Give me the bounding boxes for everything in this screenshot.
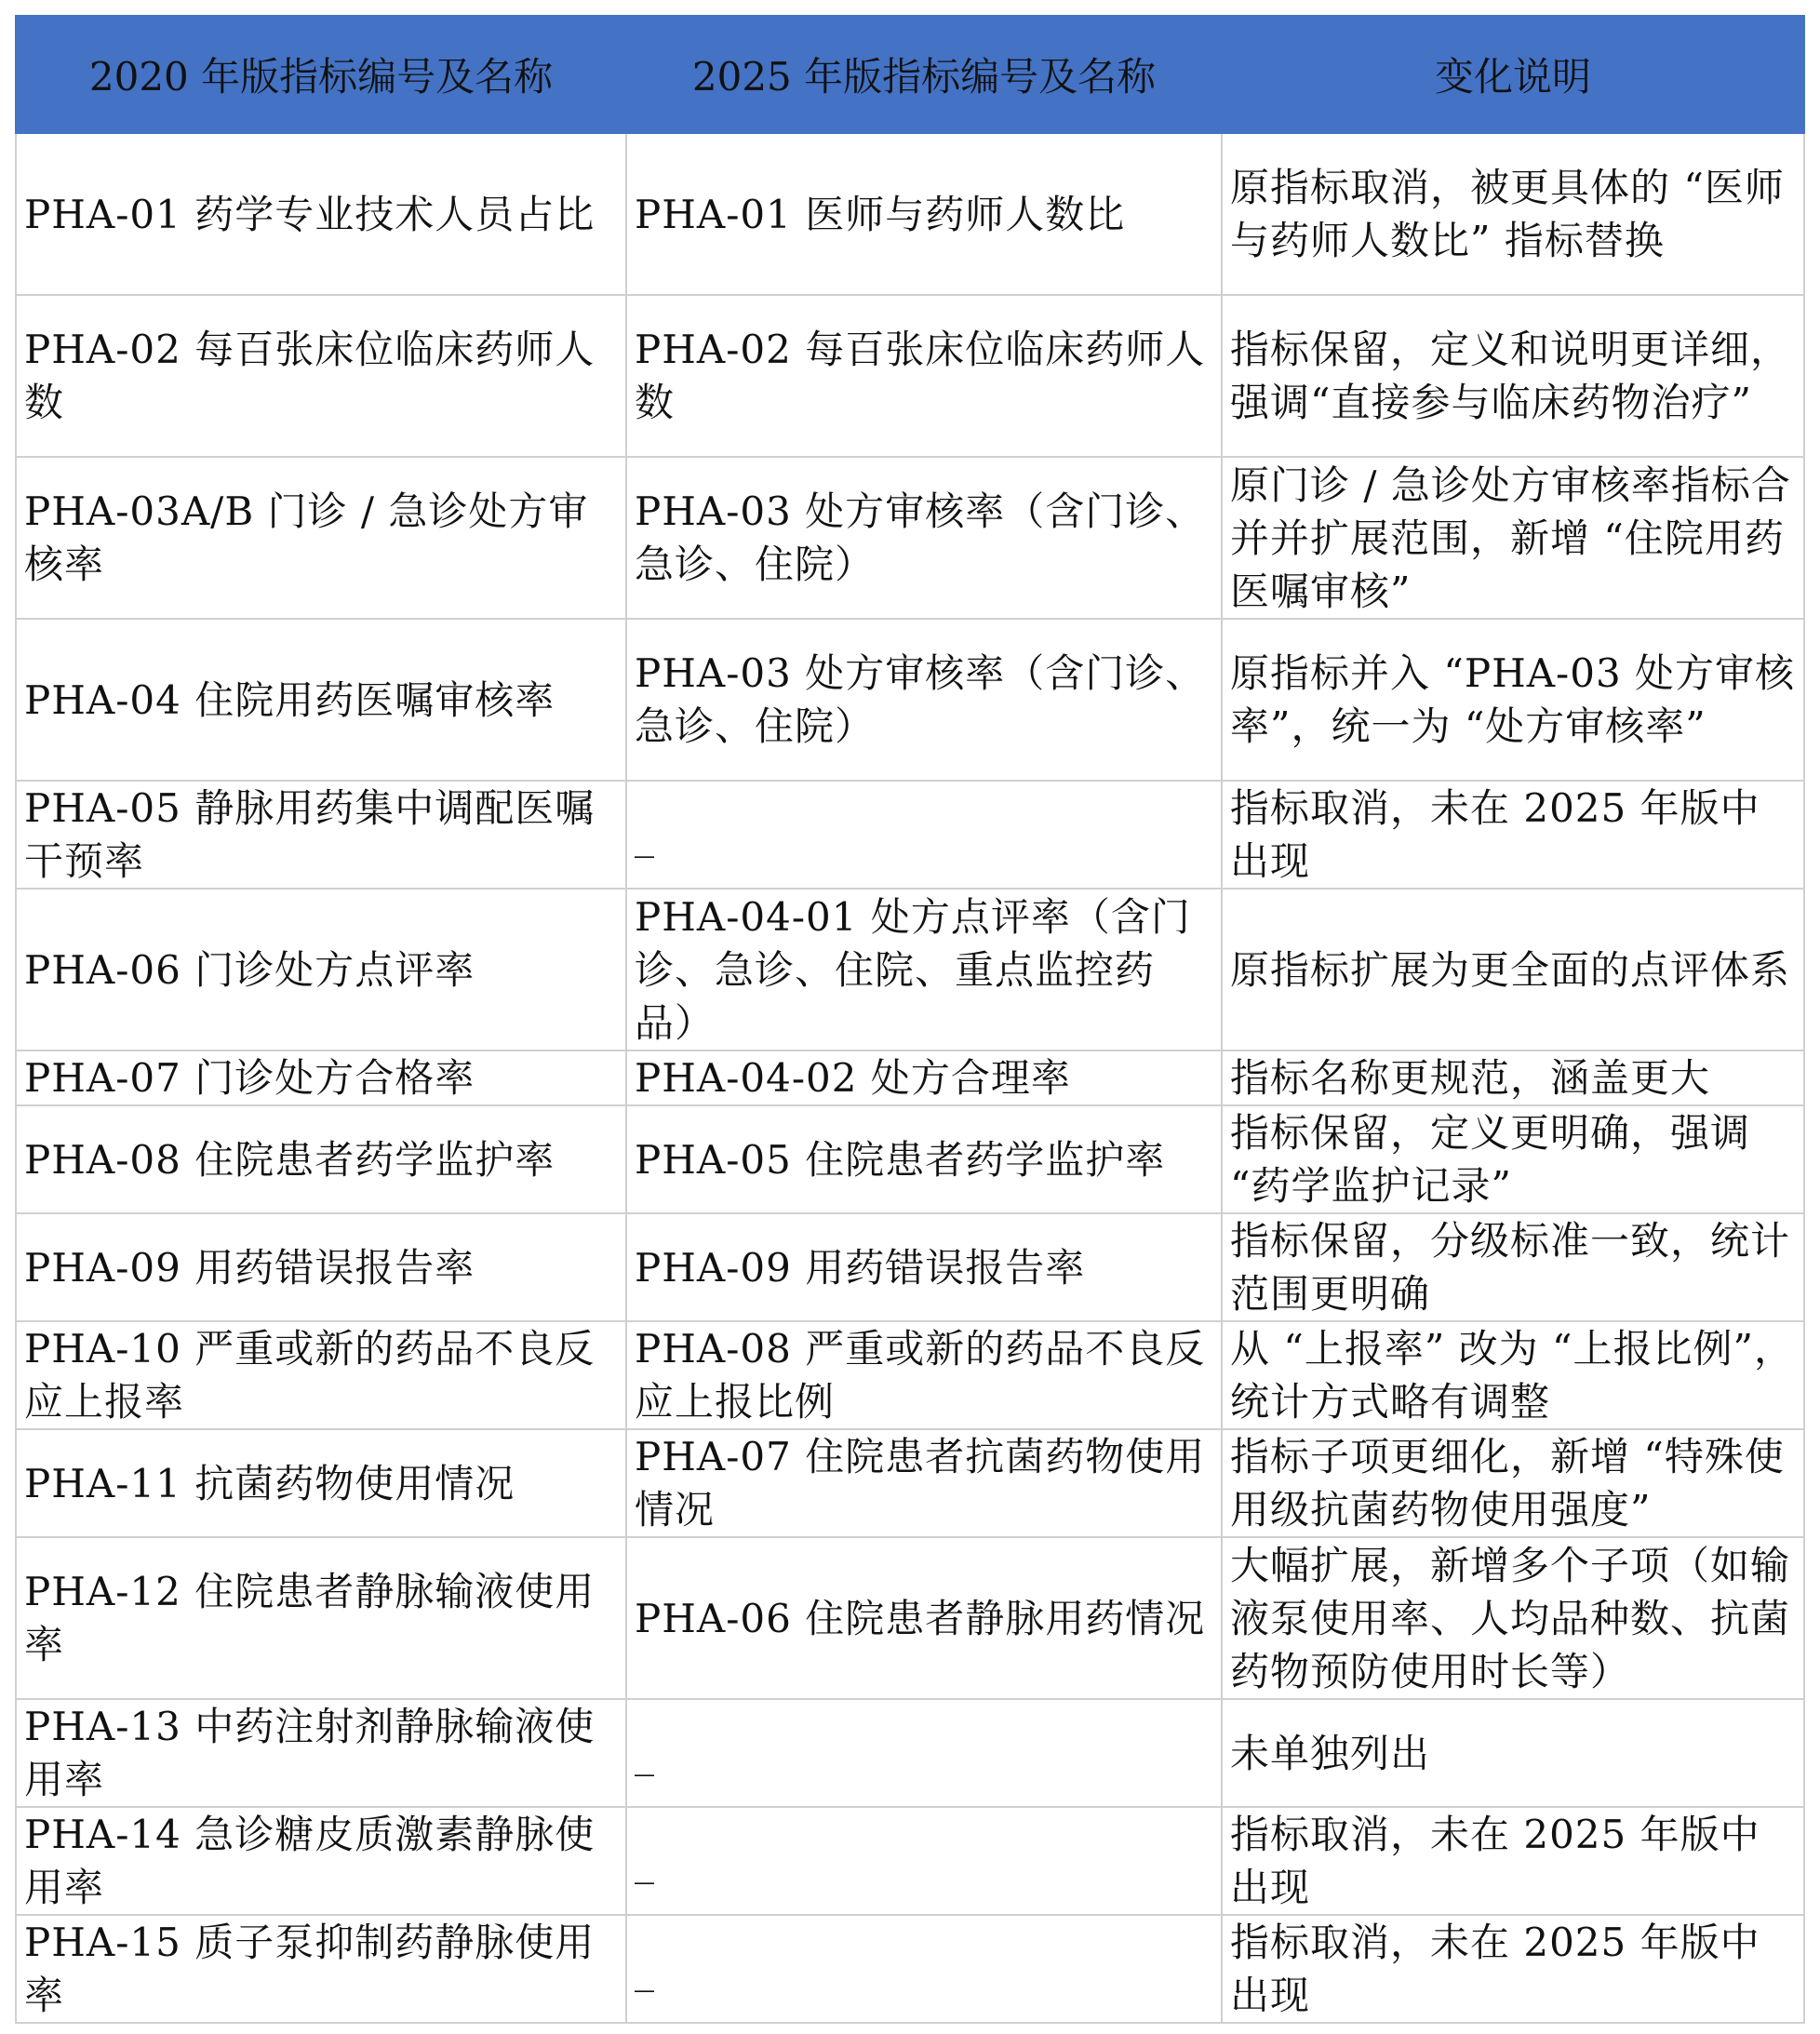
cell-2025-indicator: PHA-03 处方审核率（含门诊、急诊、住院） — [626, 457, 1222, 619]
cell-2025-indicator: _ — [626, 1915, 1222, 2023]
cell-2025-indicator: PHA-01 医师与药师人数比 — [626, 133, 1222, 295]
cell-change-description: 指标取消，未在 2025 年版中出现 — [1222, 781, 1804, 889]
cell-2025-indicator: _ — [626, 1807, 1222, 1915]
cell-change-description: 指标保留，定义更明确，强调 “药学监护记录” — [1222, 1105, 1804, 1213]
table-row — [16, 1699, 1804, 1807]
cell-2025-indicator: PHA-09 用药错误报告率 — [626, 1213, 1222, 1321]
cell-change-description: 原指标取消，被更具体的 “医师与药师人数比” 指标替换 — [1222, 133, 1804, 295]
cell-2020-indicator: PHA-11 抗菌药物使用情况 — [16, 1429, 626, 1537]
cell-change-description: 指标保留，分级标准一致，统计范围更明确 — [1222, 1213, 1804, 1321]
table-row — [16, 1050, 1804, 1105]
cell-change-description: 从 “上报率” 改为 “上报比例”，统计方式略有调整 — [1222, 1321, 1804, 1429]
cell-2020-indicator: PHA-14 急诊糖皮质激素静脉使用率 — [16, 1807, 626, 1915]
cell-2025-indicator: PHA-03 处方审核率（含门诊、急诊、住院） — [626, 619, 1222, 781]
cell-change-description: 原指标扩展为更全面的点评体系 — [1222, 889, 1804, 1050]
cell-change-description: 指标子项更细化，新增 “特殊使用级抗菌药物使用强度” — [1222, 1429, 1804, 1537]
header-2020-indicator: 2020 年版指标编号及名称 — [16, 16, 626, 133]
cell-change-description: 指标保留，定义和说明更详细， 强调“直接参与临床药物治疗” — [1222, 295, 1804, 457]
table-row — [16, 1429, 1804, 1537]
table-row — [16, 295, 1804, 457]
cell-2020-indicator: PHA-15 质子泵抑制药静脉使用率 — [16, 1915, 626, 2023]
cell-2020-indicator: PHA-06 门诊处方点评率 — [16, 889, 626, 1050]
cell-2025-indicator: PHA-02 每百张床位临床药师人数 — [626, 295, 1222, 457]
cell-2025-indicator: PHA-07 住院患者抗菌药物使用情况 — [626, 1429, 1222, 1537]
table-row — [16, 889, 1804, 1050]
cell-2020-indicator: PHA-13 中药注射剂静脉输液使用率 — [16, 1699, 626, 1807]
cell-2020-indicator: PHA-07 门诊处方合格率 — [16, 1050, 626, 1105]
table-row — [16, 781, 1804, 889]
table-row — [16, 1321, 1804, 1429]
cell-2025-indicator: _ — [626, 1699, 1222, 1807]
header-change-description: 变化说明 — [1222, 16, 1804, 133]
cell-2020-indicator: PHA-12 住院患者静脉输液使用率 — [16, 1537, 626, 1699]
cell-change-description: 原门诊 / 急诊处方审核率指标合并并扩展范围，新增 “住院用药医嘱审核” — [1222, 457, 1804, 619]
cell-change-description: 未单独列出 — [1222, 1699, 1804, 1807]
table-row — [16, 1807, 1804, 1915]
table-row — [16, 1537, 1804, 1699]
cell-2020-indicator: PHA-09 用药错误报告率 — [16, 1213, 626, 1321]
table-row — [16, 133, 1804, 295]
cell-2025-indicator: PHA-08 严重或新的药品不良反应上报比例 — [626, 1321, 1222, 1429]
table-row — [16, 1213, 1804, 1321]
cell-change-description: 指标取消，未在 2025 年版中出现 — [1222, 1915, 1804, 2023]
table-row — [16, 619, 1804, 781]
header-row — [16, 16, 1804, 133]
cell-2020-indicator: PHA-10 严重或新的药品不良反应上报率 — [16, 1321, 626, 1429]
cell-2020-indicator: PHA-04 住院用药医嘱审核率 — [16, 619, 626, 781]
cell-change-description: 大幅扩展，新增多个子项（如输液泵使用率、人均品种数、抗菌药物预防使用时长等） — [1222, 1537, 1804, 1699]
cell-2020-indicator: PHA-01 药学专业技术人员占比 — [16, 133, 626, 295]
table-row — [16, 1105, 1804, 1213]
cell-2025-indicator: PHA-04-01 处方点评率（含门诊、急诊、住院、重点监控药品） — [626, 889, 1222, 1050]
cell-2025-indicator: _ — [626, 781, 1222, 889]
comparison-table — [15, 15, 1805, 2024]
cell-change-description: 指标名称更规范，涵盖更大 — [1222, 1050, 1804, 1105]
cell-change-description: 原指标并入 “PHA-03 处方审核率”，统一为 “处方审核率” — [1222, 619, 1804, 781]
table-row — [16, 457, 1804, 619]
cell-2025-indicator: PHA-06 住院患者静脉用药情况 — [626, 1537, 1222, 1699]
cell-2025-indicator: PHA-05 住院患者药学监护率 — [626, 1105, 1222, 1213]
table-row — [16, 1915, 1804, 2023]
cell-2020-indicator: PHA-05 静脉用药集中调配医嘱干预率 — [16, 781, 626, 889]
cell-2025-indicator: PHA-04-02 处方合理率 — [626, 1050, 1222, 1105]
cell-2020-indicator: PHA-02 每百张床位临床药师人数 — [16, 295, 626, 457]
header-2025-indicator: 2025 年版指标编号及名称 — [626, 16, 1222, 133]
cell-change-description: 指标取消，未在 2025 年版中出现 — [1222, 1807, 1804, 1915]
cell-2020-indicator: PHA-03A/B 门诊 / 急诊处方审核率 — [16, 457, 626, 619]
cell-2020-indicator: PHA-08 住院患者药学监护率 — [16, 1105, 626, 1213]
